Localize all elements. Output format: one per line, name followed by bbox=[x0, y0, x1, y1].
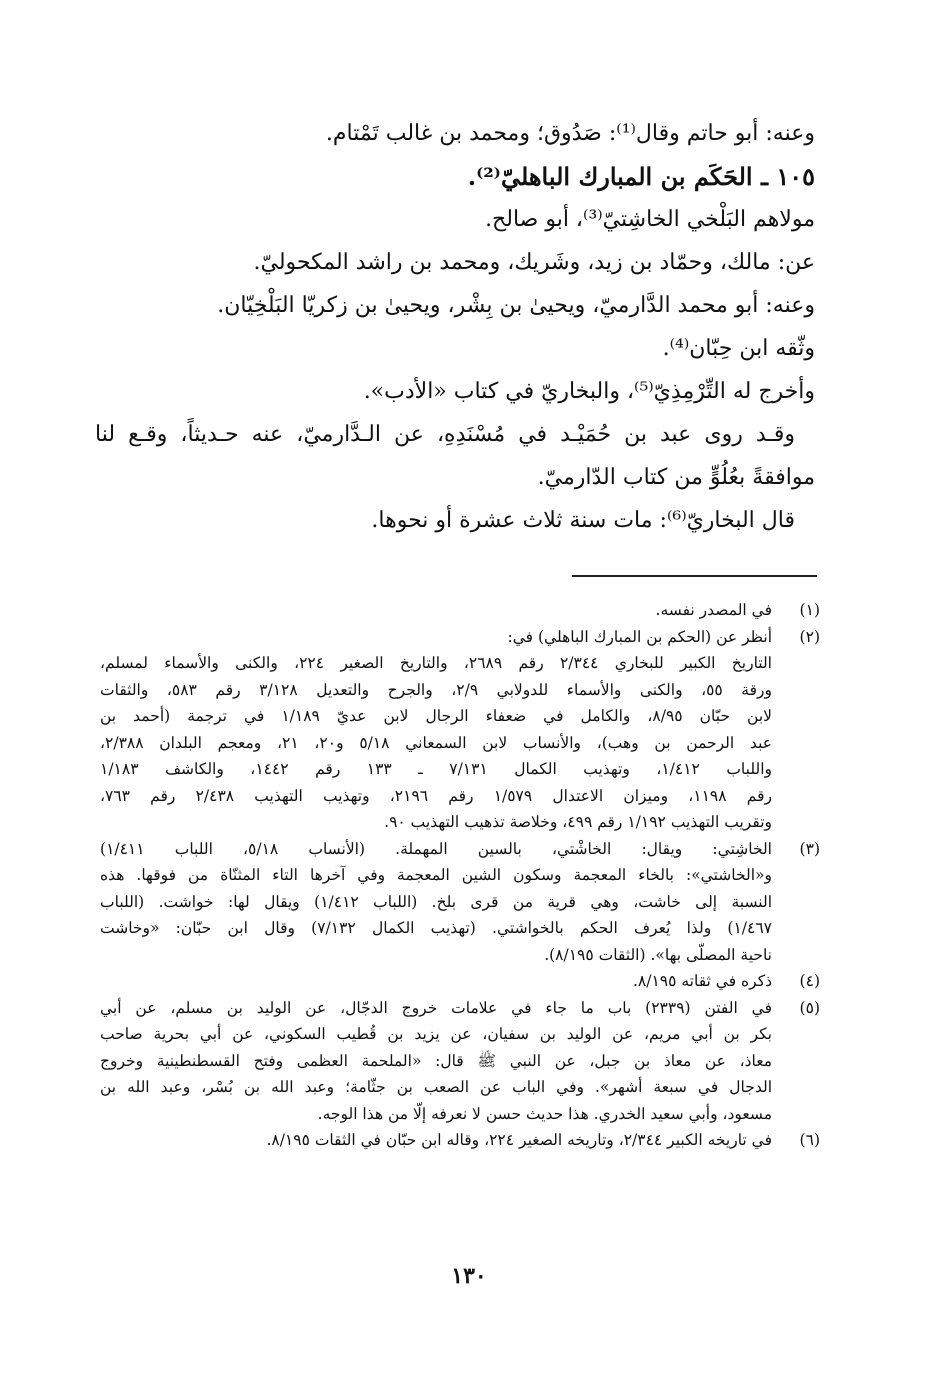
footnote-line: الخاشِتي: ويقال: الخاشْتي، بالسين المهملة. (الأنساب ٥/١٨، اللباب ١/٤١١) bbox=[100, 839, 772, 858]
footnote-6 bbox=[100, 1127, 820, 1154]
students-line: وعنه: أبو محمد الدَّارميّ، ويحيىٰ بن بِشْر، ويحيىٰ بن زكريّا البَلْخِيّان. bbox=[217, 293, 815, 318]
footnote-line: النسبة إلى خاشت، وهي قرية من قرى بلخ. (اللباب ١/٤١٢) ويقال لها: خواشت. (اللباب bbox=[100, 892, 772, 911]
footnote-line: ذكره في ثقاته ٨/١٩٥. bbox=[632, 972, 772, 990]
page-number: ١٣٠ bbox=[451, 1263, 487, 1289]
footnote-number: (٢) bbox=[799, 627, 820, 646]
footnote-line: مسعود، وأبي سعيد الخدري. هذا حديث حسن لا نعرفه إلّا من هذا الوجه. bbox=[317, 1104, 772, 1123]
main-text bbox=[95, 112, 815, 542]
footnote-line: في تاريخه الكبير ٢/٣٤٤، وتاريخه الصغير ٢٢٤، وقاله ابن حبّان في الثقات ٨/١٩٥. bbox=[266, 1131, 772, 1149]
footnote-line: لابن حبّان ٨/٩٥، والكامل في ضعفاء الرجال لابن عديّ ١/١٨٩ في ترجمة (أحمد بن bbox=[100, 707, 772, 725]
footnote-1 bbox=[100, 597, 820, 624]
grading-line: وثّقه ابن حِبّان⁽⁴⁾. bbox=[662, 336, 815, 361]
footnote-line: ناحية المصلّى بها». (الثقات ٨/١٩٥). bbox=[544, 945, 772, 964]
footnote-line: في الفتن (٢٣٣٩) باب ما جاء في علامات خروج الدجّال، عن الوليد بن مسلم، عن أبي bbox=[100, 998, 772, 1017]
footnote-number: (٣) bbox=[799, 839, 820, 858]
narration-line: وقـد روى عبد بن حُمَيْـد في مُسْنَدِهِ، عن الـدَّارميّ، عنه حـديثاً، وقـع لنا bbox=[95, 422, 795, 447]
death-line: قال البخاريّ⁽⁶⁾: مات سنة ثلاث عشرة أو نحوها. bbox=[371, 508, 795, 533]
footnote-number: (١) bbox=[799, 601, 820, 619]
footnote-2 bbox=[100, 624, 820, 836]
teachers-line: عن: مالك، وحمّاد بن زيد، وشَريك، ومحمد بن راشد المكحوليّ. bbox=[253, 250, 815, 275]
footnote-line: واللباب ١/٤١٢، وتهذيب الكمال ٧/١٣١ ـ ١٣٣ رقم ١٤٤٢، والكاشف ١/١٨٣ bbox=[100, 760, 772, 778]
footnote-line: و«الخاشتي»: بالخاء المعجمة وسكون الشين المعجمة وفي آخرها التاء المثنّاة من فوقها. هذه bbox=[100, 866, 772, 884]
footnote-line: في المصدر نفسه. bbox=[655, 601, 772, 619]
footnote-line: عبد الرحمن بن وهب)، والأنساب لابن السمعاني ٥/١٨ و٢٠، ٢١، ومعجم البلدان ٢/٣٨٨، bbox=[100, 733, 772, 752]
footnote-line: التاريخ الكبير للبخاري ٢/٣٤٤ رقم ٢٦٨٩، والتاريخ الصغير ٢٢٤، والكنى والأسماء لمسلم، bbox=[100, 654, 772, 672]
footnote-5 bbox=[100, 995, 820, 1128]
narrator-line: وعنه: أبو حاتم وقال⁽¹⁾: صَدُوق؛ ومحمد بن غالب تَمْتام. bbox=[325, 121, 815, 146]
footnote-3 bbox=[100, 836, 820, 969]
authors-line: وأخرج له التِّرْمِذِيّ⁽⁵⁾، والبخاريّ في كتاب «الأدب». bbox=[363, 379, 815, 404]
footnote-line: ١/٤٦٧) ولذا يُعرف الحكم بالخواشتي. (تهذيب الكمال ٧/١٣٢) وقال ابن حبّان: «وخاشت bbox=[100, 919, 772, 937]
nisba-line: مولاهم البَلْخي الخاشِتيّ⁽³⁾، أبو صالح. bbox=[485, 207, 815, 232]
footnote-separator bbox=[572, 575, 817, 577]
footnote-line: وتقريب التهذيب ١/١٩٢ رقم ٤٩٩، وخلاصة تذهيب التهذيب ٩٠. bbox=[384, 813, 772, 831]
footnote-line: أنظر عن (الحكم بن المبارك الباهلي) في: bbox=[507, 627, 772, 646]
footnotes bbox=[100, 597, 820, 1154]
narration-line-cont: موافقةً بعُلُوٍّ من كتاب الدّارميّ. bbox=[537, 465, 815, 490]
footnote-number: (٥) bbox=[799, 998, 820, 1017]
footnote-4 bbox=[100, 968, 820, 995]
footnote-line: بكر بن أبي مريم، عن الوليد بن سفيان، عن يزيد بن قُطيب السكوني، عن أبي بحرية صاحب bbox=[100, 1025, 772, 1043]
footnote-line: الدجال في سبعة أشهر». وفي الباب عن الصعب بن جثّامة؛ وعبد الله بن بُسْر، وعبد الله بن bbox=[100, 1078, 772, 1096]
footnote-line: معاذ، عن معاذ بن جبل، عن النبي ﷺ قال: «الملحمة العظمى وفتح القسطنطينية وخروج bbox=[100, 1051, 772, 1070]
footnote-number: (٦) bbox=[799, 1131, 820, 1149]
entry-title: ١٠٥ ـ الحَكَم بن المبارك الباهليّ⁽²⁾. bbox=[467, 162, 815, 191]
footnote-line: ورقة ٥٥، والكنى والأسماء للدولابي ٢/٩، والجرح والتعديل ٣/١٢٨ رقم ٥٨٣، والثقات bbox=[100, 680, 772, 699]
footnote-number: (٤) bbox=[799, 972, 820, 990]
footnote-line: رقم ١١٩٨، وميزان الاعتدال ١/٥٧٩ رقم ٢١٩٦، وتهذيب التهذيب ٢/٤٣٨ رقم ٧٦٣، bbox=[100, 786, 772, 805]
